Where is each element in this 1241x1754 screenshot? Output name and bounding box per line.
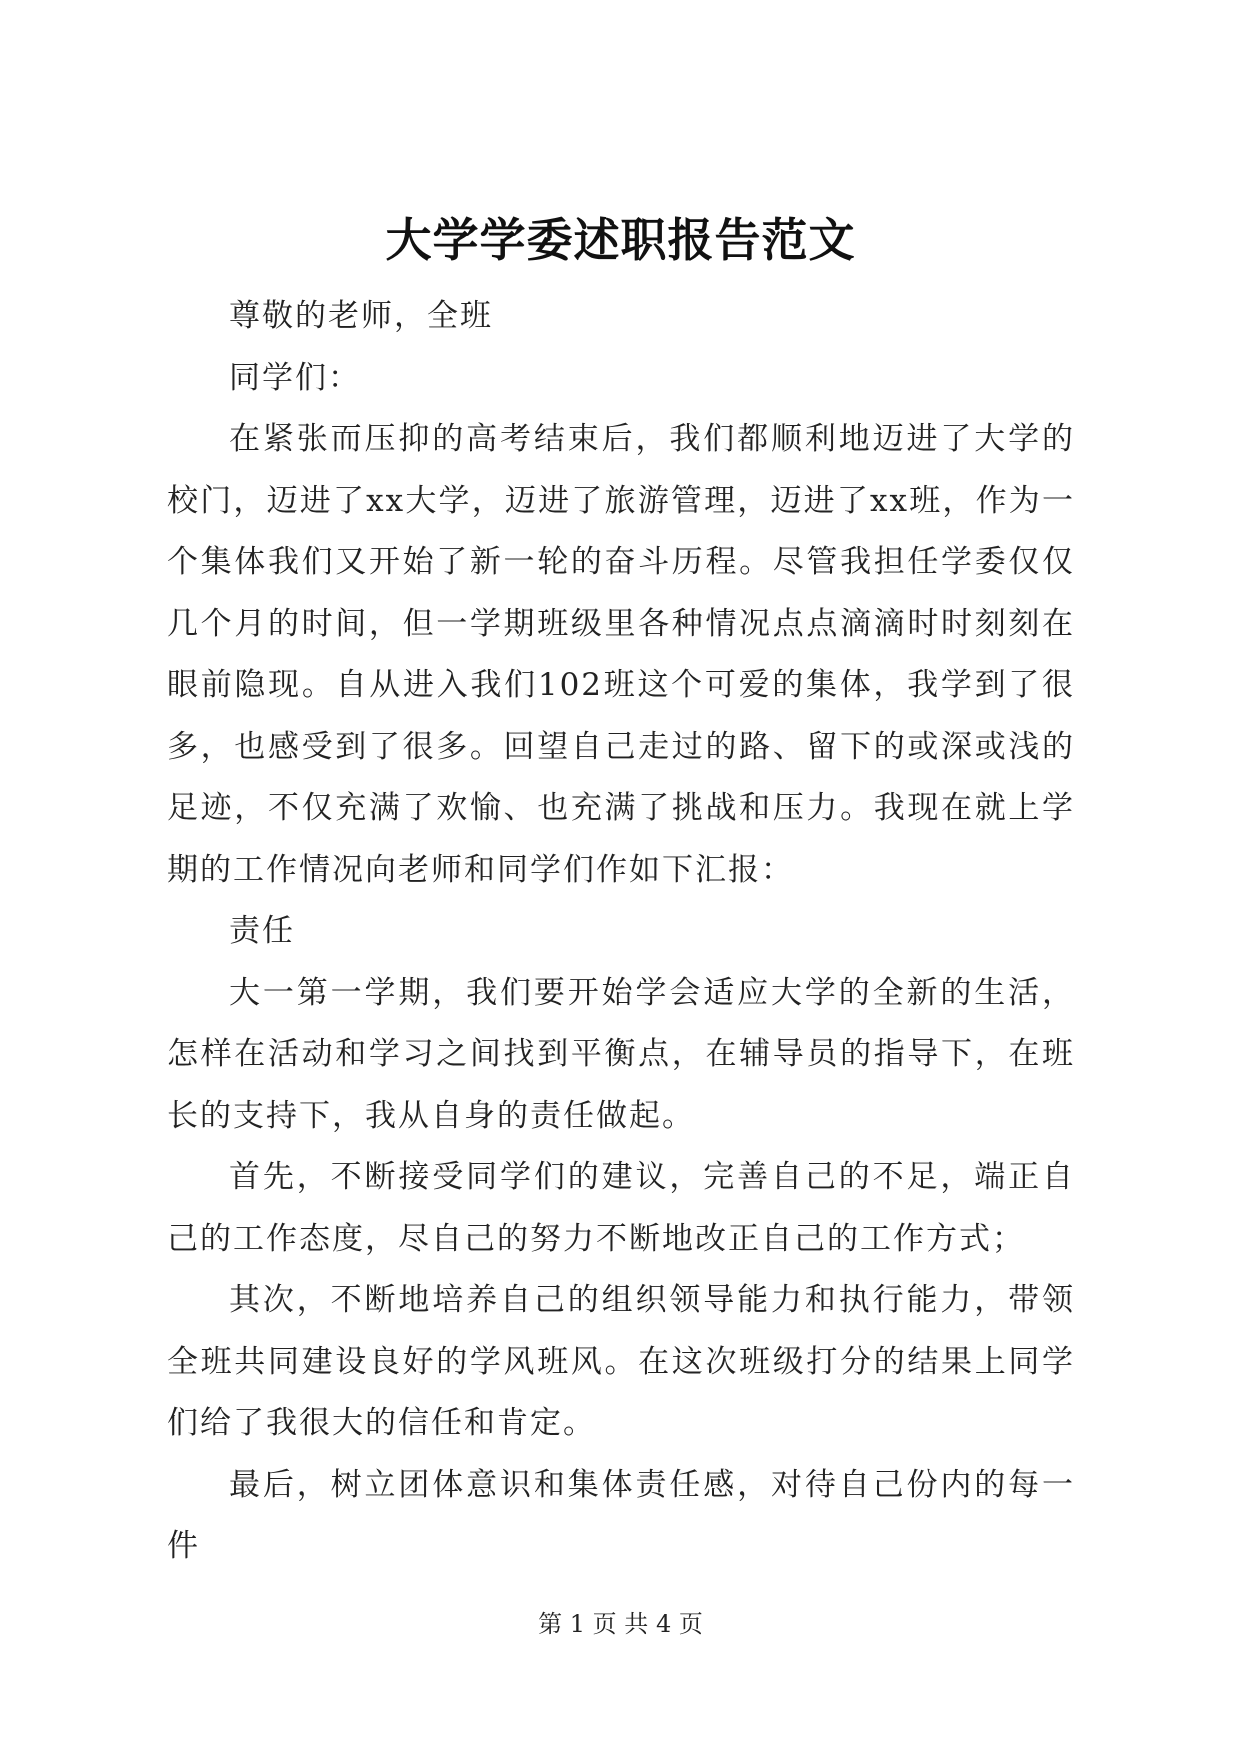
document-body <box>167 286 1075 1578</box>
paragraph-intro: 在紧张而压抑的高考结束后，我们都顺利地迈进了大学的校门，迈进了xx大学，迈进了旅游管理，迈进了xx班，作为一个集体我们又开始了新一轮的奋斗历程。尽管我担任学委仅仅几个月的时间，但一学期班级里各种情况点点滴滴时时刻刻在眼前隐现。自从进入我们102班这个可爱的集体，我学到了很多，也感受到了很多。回望自己走过的路、留下的或深或浅的足迹，不仅充满了欢愉、也充满了挑战和压力。我现在就上学期的工作情况向老师和同学们作如下汇报： <box>167 421 1075 888</box>
paragraph-last: 最后，树立团体意识和集体责任感，对待自己份内的每一件 <box>167 1466 1075 1564</box>
document-title: 大学学委述职报告范文 <box>385 213 856 267</box>
paragraph-salutation: 尊敬的老师，全班 <box>229 298 493 334</box>
paragraph-responsibility: 大一第一学期，我们要开始学会适应大学的全新的生活，怎样在活动和学习之间找到平衡点，在辅导员的指导下，在班长的支持下，我从自身的责任做起。 <box>167 974 1075 1134</box>
paragraph-second: 其次，不断地培养自己的组织领导能力和执行能力，带领全班共同建设良好的学风班风。在这次班级打分的结果上同学们给了我很大的信任和肯定。 <box>167 1282 1075 1441</box>
page-number-footer: 第 1 页 共 4 页 <box>538 1610 703 1638</box>
paragraph-salutation-cont: 同学们： <box>229 359 361 396</box>
paragraph-first: 首先，不断接受同学们的建议，完善自己的不足，端正自己的工作态度，尽自己的努力不断地改正自己的工作方式； <box>167 1159 1075 1257</box>
section-heading-responsibility: 责任 <box>229 913 295 949</box>
